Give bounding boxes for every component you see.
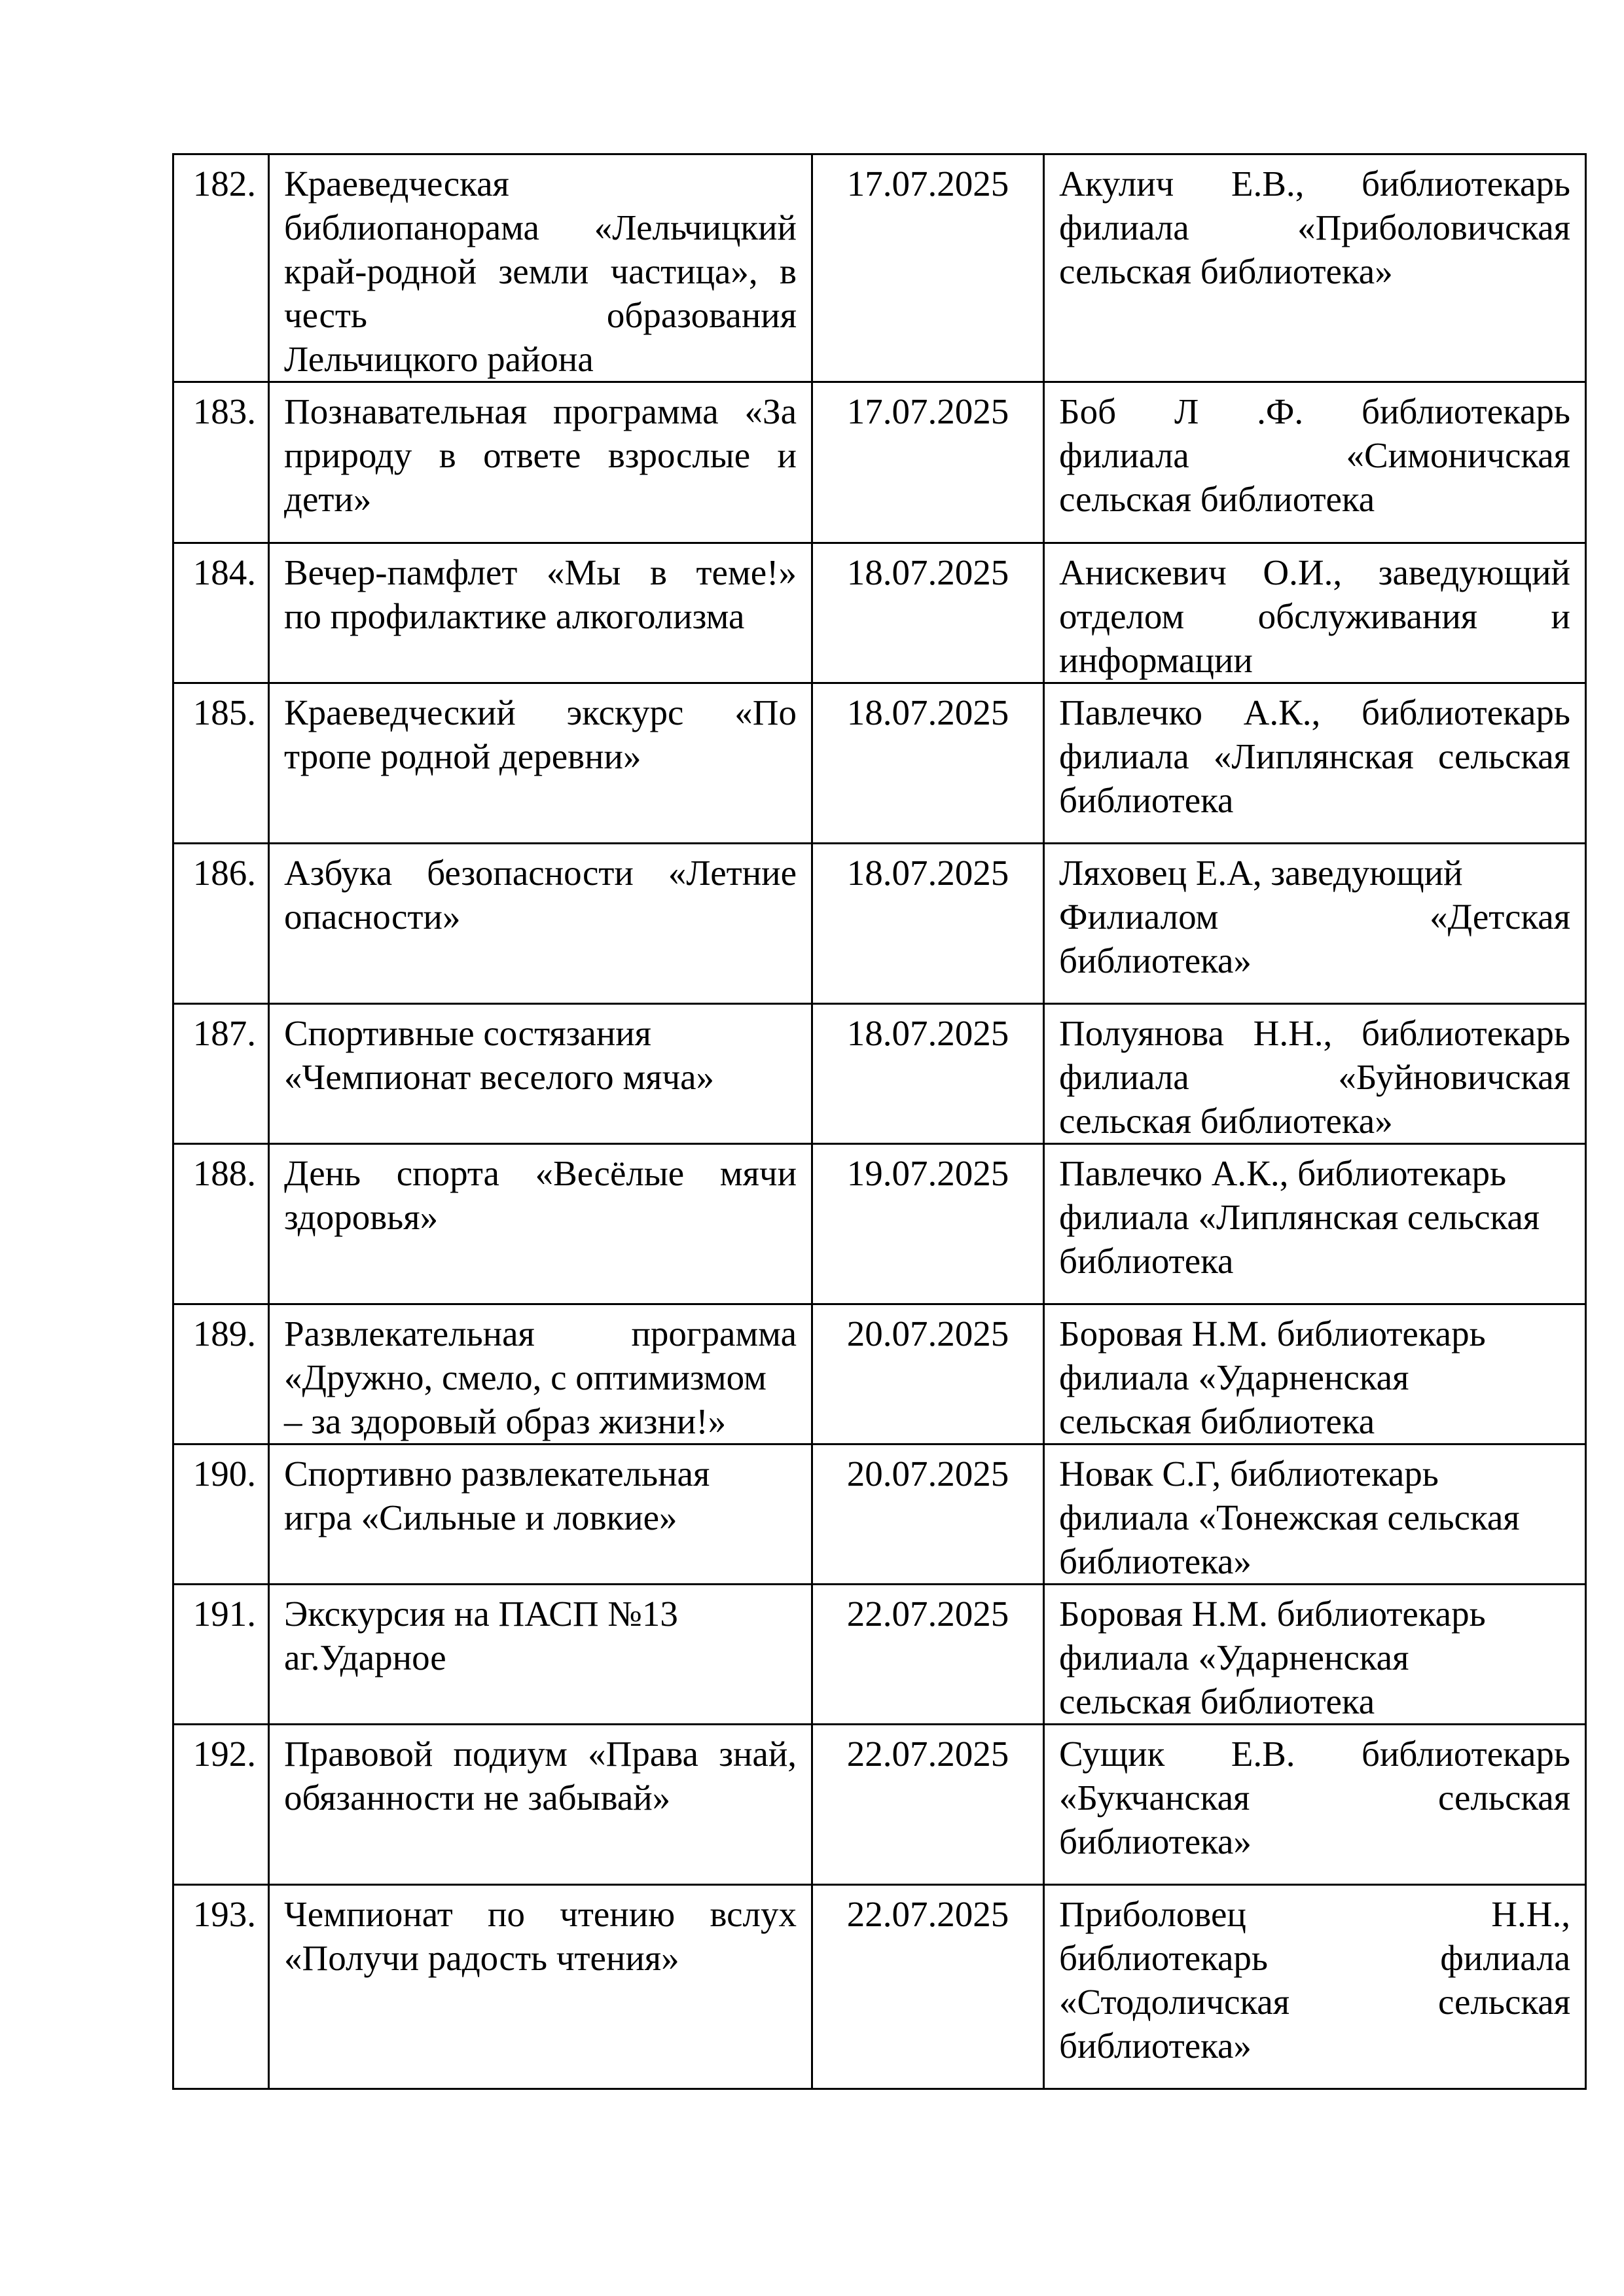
event-title — [269, 1444, 812, 1585]
event-date: 17.07.2025 — [812, 154, 1044, 382]
event-date: 17.07.2025 — [812, 382, 1044, 543]
responsible-person-line: библиотека» — [1059, 941, 1252, 980]
event-title-line: природу в ответе взрослые и — [284, 435, 797, 475]
responsible-person — [1044, 1144, 1586, 1304]
responsible-person-line: филиала «Симоничская — [1059, 435, 1570, 475]
event-date: 19.07.2025 — [812, 1144, 1044, 1304]
responsible-person — [1044, 154, 1586, 382]
responsible-person-line: библиотекарь филиала — [1059, 1938, 1570, 1978]
table-row — [173, 1585, 1586, 1725]
responsible-person-line: сельская библиотека» — [1059, 1101, 1393, 1141]
responsible-person-line: Ляховец Е.А, заведующий — [1059, 853, 1463, 893]
table-row — [173, 1885, 1586, 2089]
responsible-person — [1044, 543, 1586, 683]
event-title-line: «Чемпионат веселого мяча» — [284, 1057, 715, 1097]
row-number: 184. — [173, 543, 269, 683]
event-title-line: Азбука безопасности «Летние — [284, 853, 797, 893]
event-title — [269, 1144, 812, 1304]
responsible-person-line: филиала «Ударненская — [1059, 1357, 1409, 1397]
responsible-person-line: филиала «Липлянская сельская — [1059, 1197, 1540, 1237]
responsible-person-line: сельская библиотека — [1059, 479, 1375, 519]
responsible-person-line: Боровая Н.М. библиотекарь — [1059, 1314, 1486, 1354]
event-title-line: Краеведческая — [284, 164, 509, 204]
row-number: 183. — [173, 382, 269, 543]
responsible-person-line: сельская библиотека» — [1059, 251, 1393, 291]
table-row — [173, 1144, 1586, 1304]
responsible-person-line: Новак С.Г, библиотекарь — [1059, 1454, 1439, 1494]
responsible-person-line: «Букчанская сельская — [1059, 1778, 1570, 1818]
responsible-person-line: Приболовец Н.Н., — [1059, 1894, 1570, 1934]
table-row — [173, 1304, 1586, 1444]
responsible-person-line: библиотека — [1059, 780, 1234, 820]
event-title-line: аг.Ударное — [284, 1638, 446, 1677]
events-table — [172, 153, 1587, 2090]
table-row — [173, 154, 1586, 382]
event-date: 22.07.2025 — [812, 1725, 1044, 1885]
responsible-person-line: отделом обслуживания и — [1059, 596, 1570, 636]
events-table-body — [173, 154, 1586, 2089]
responsible-person-line: сельская библиотека — [1059, 1401, 1375, 1441]
event-title — [269, 1585, 812, 1725]
event-date: 18.07.2025 — [812, 844, 1044, 1004]
row-number: 188. — [173, 1144, 269, 1304]
event-title-line: край-родной земли частица», в — [284, 251, 797, 291]
responsible-person-line: филиала «Тонежская сельская — [1059, 1498, 1520, 1537]
event-title-line: Познавательная программа «За — [284, 391, 797, 431]
responsible-person-line: Акулич Е.В., библиотекарь — [1059, 164, 1570, 204]
event-date: 18.07.2025 — [812, 543, 1044, 683]
responsible-person — [1044, 1004, 1586, 1144]
event-title-line: игра «Сильные и ловкие» — [284, 1498, 677, 1537]
event-title-line: Развлекательная программа — [284, 1314, 797, 1354]
responsible-person-line: «Стодоличская сельская — [1059, 1982, 1570, 2022]
event-date: 20.07.2025 — [812, 1304, 1044, 1444]
responsible-person-line: библиотека» — [1059, 1821, 1252, 1861]
event-title-line: «Дружно, смело, с оптимизмом — [284, 1357, 767, 1397]
responsible-person — [1044, 1585, 1586, 1725]
row-number: 186. — [173, 844, 269, 1004]
event-title-line: Чемпионат по чтению вслух — [284, 1894, 797, 1934]
row-number: 193. — [173, 1885, 269, 2089]
event-title — [269, 154, 812, 382]
event-title — [269, 1725, 812, 1885]
event-title-line: Правовой подиум «Права знай, — [284, 1734, 797, 1774]
responsible-person — [1044, 1444, 1586, 1585]
responsible-person-line: Сущик Е.В. библиотекарь — [1059, 1734, 1570, 1774]
event-title-line: Вечер-памфлет «Мы в теме!» — [284, 552, 797, 592]
event-date: 22.07.2025 — [812, 1885, 1044, 2089]
responsible-person-line: библиотека — [1059, 1241, 1234, 1281]
table-row — [173, 1725, 1586, 1885]
row-number: 191. — [173, 1585, 269, 1725]
table-row — [173, 1444, 1586, 1585]
responsible-person-line: филиала «Приболовичская — [1059, 207, 1570, 247]
row-number: 182. — [173, 154, 269, 382]
event-date: 22.07.2025 — [812, 1585, 1044, 1725]
event-title-line: дети» — [284, 479, 372, 519]
event-title — [269, 844, 812, 1004]
row-number: 192. — [173, 1725, 269, 1885]
responsible-person-line: Анискевич О.И., заведующий — [1059, 552, 1570, 592]
row-number: 189. — [173, 1304, 269, 1444]
row-number: 190. — [173, 1444, 269, 1585]
table-row — [173, 543, 1586, 683]
responsible-person-line: филиала «Ударненская — [1059, 1638, 1409, 1677]
event-title — [269, 683, 812, 844]
event-title-line: по профилактике алкоголизма — [284, 596, 745, 636]
table-row — [173, 1004, 1586, 1144]
event-title — [269, 382, 812, 543]
event-title-line: опасности» — [284, 897, 461, 937]
responsible-person-line: филиала «Липлянская сельская — [1059, 736, 1570, 776]
event-title-line: Лельчицкого района — [284, 339, 594, 379]
event-title — [269, 1885, 812, 2089]
responsible-person — [1044, 1725, 1586, 1885]
row-number: 185. — [173, 683, 269, 844]
event-title-line: Краеведческий экскурс «По — [284, 692, 797, 732]
event-title-line: честь образования — [284, 295, 797, 335]
event-date: 18.07.2025 — [812, 1004, 1044, 1144]
event-title-line: здоровья» — [284, 1197, 439, 1237]
table-row — [173, 382, 1586, 543]
responsible-person-line: Филиалом «Детская — [1059, 897, 1570, 937]
responsible-person-line: филиала «Буйновичская — [1059, 1057, 1570, 1097]
responsible-person — [1044, 382, 1586, 543]
event-title-line: «Получи радость чтения» — [284, 1938, 679, 1978]
event-title — [269, 1304, 812, 1444]
responsible-person — [1044, 1885, 1586, 2089]
event-title-line: Экскурсия на ПАСП №13 — [284, 1594, 678, 1634]
responsible-person-line: библиотека» — [1059, 2026, 1252, 2066]
event-date: 20.07.2025 — [812, 1444, 1044, 1585]
responsible-person-line: библиотека» — [1059, 1541, 1252, 1581]
event-title-line: – за здоровый образ жизни!» — [284, 1401, 727, 1441]
event-title-line: обязанности не забывай» — [284, 1778, 671, 1818]
responsible-person-line: информации — [1059, 640, 1253, 680]
responsible-person — [1044, 844, 1586, 1004]
responsible-person-line: Боб Л .Ф. библиотекарь — [1059, 391, 1570, 431]
responsible-person-line: Павлечко А.К., библиотекарь — [1059, 1153, 1507, 1193]
event-title-line: Спортивные состязания — [284, 1013, 651, 1053]
event-title-line: Спортивно развлекательная — [284, 1454, 710, 1494]
event-title-line: библиопанорама «Лельчицкий — [284, 207, 797, 247]
table-row — [173, 683, 1586, 844]
responsible-person-line: Павлечко А.К., библиотекарь — [1059, 692, 1570, 732]
responsible-person-line: Полуянова Н.Н., библиотекарь — [1059, 1013, 1570, 1053]
table-row — [173, 844, 1586, 1004]
row-number: 187. — [173, 1004, 269, 1144]
responsible-person-line: Боровая Н.М. библиотекарь — [1059, 1594, 1486, 1634]
event-title — [269, 543, 812, 683]
responsible-person — [1044, 683, 1586, 844]
event-title-line: День спорта «Весёлые мячи — [284, 1153, 797, 1193]
event-title — [269, 1004, 812, 1144]
responsible-person — [1044, 1304, 1586, 1444]
event-date: 18.07.2025 — [812, 683, 1044, 844]
responsible-person-line: сельская библиотека — [1059, 1681, 1375, 1721]
event-title-line: тропе родной деревни» — [284, 736, 641, 776]
